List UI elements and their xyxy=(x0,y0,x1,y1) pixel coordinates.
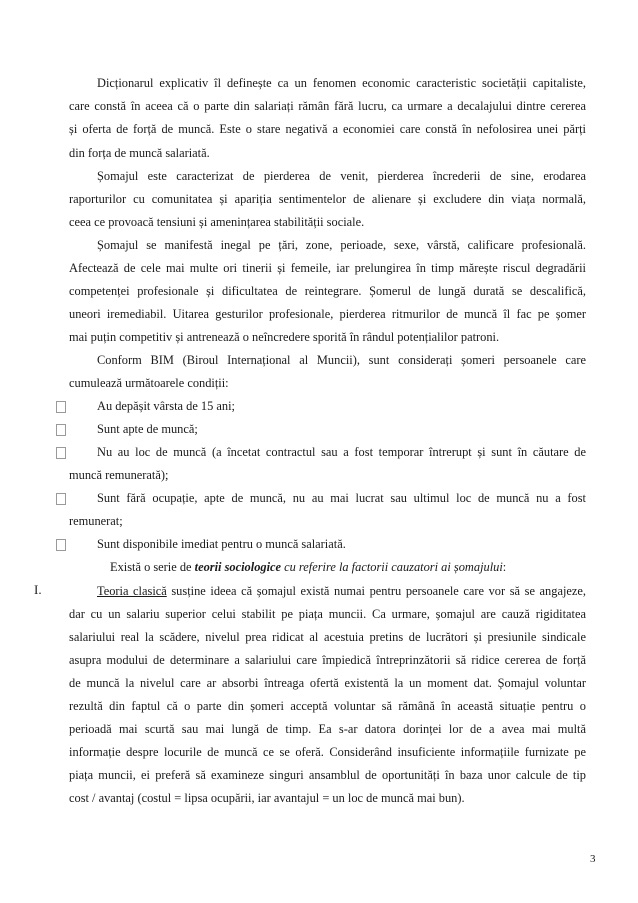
section-1-line-5: de muncă la nivelul care ar absorbi întreaga ofertă existentă la un moment dat. Șomajul voluntar xyxy=(69,676,586,690)
section-1-line-6: rezultă din faptul că o parte din șomeri acceptă voluntar să rămână în această situație pentru o xyxy=(69,699,586,713)
bullet-box-icon xyxy=(56,539,66,551)
bullet-box-icon xyxy=(56,447,66,459)
bullet-5-text: Sunt disponibile imediat pentru o muncă salariată. xyxy=(97,537,346,551)
paragraph-4-line-1: Conform BIM (Biroul Internațional al Muncii), sunt considerați șomeri persoanele care xyxy=(97,353,586,367)
paragraph-3-line-4: uneori iremediabil. Uitarea gesturilor profesionale, pierderea ritmurilor de muncă îl fac pe șomer xyxy=(69,307,586,321)
section-numeral: I. xyxy=(34,582,42,597)
section-1-line-2: dar cu un salariu superior celui stabilit pe piața muncii. Ca urmare, șomajul are cauză rigiditatea xyxy=(69,607,586,621)
paragraph-3-line-3: competenței profesionale și dificultatea de reintegrare. Șomerul de lungă durată se descalifică, xyxy=(69,284,586,298)
intro-prefix: Există o serie de xyxy=(110,560,195,574)
paragraph-1-line-3: și oferta de forță de muncă. Este o stare negativă a economiei care constă în nefolosirea unei părți xyxy=(69,122,586,136)
theories-intro xyxy=(110,560,506,574)
section-1-line-7: perioadă mai scurtă sau mai lungă de timp. Ea s-ar datora dorinței lor de a avea mai multă xyxy=(69,722,586,736)
intro-suffix: : xyxy=(502,560,507,574)
bullet-4-line-2: remunerat; xyxy=(69,514,123,528)
theory-title: Teoria clasică xyxy=(97,584,167,598)
paragraph-3-line-5: mai puțin competitiv și antrenează o neîncredere sporită în rândul potențialilor patroni. xyxy=(69,330,500,344)
intro-bold-italic: teorii sociologice xyxy=(194,560,282,574)
paragraph-2-line-3: ceea ce provoacă tensiuni și amenințarea stabilității sociale. xyxy=(69,215,365,229)
section-1-line-3: salariului real la scădere, nivelul prea ridicat al acestuia pretins de lucrători și presiunile sindicale xyxy=(69,630,586,644)
page-number: 3 xyxy=(590,853,596,865)
section-1-line-1 xyxy=(97,584,586,598)
section-1-line-8: informație despre locurile de muncă ce se oferă. Considerând insuficiente informațiile furnizate pe xyxy=(69,745,586,759)
section-1-line-1-rest: susține ideea că șomajul există numai pentru persoanele care vor să se angajeze, xyxy=(166,584,586,598)
paragraph-4-line-2: cumulează următoarele condiții: xyxy=(69,376,229,390)
bullet-box-icon xyxy=(56,493,66,505)
section-1-line-10: cost / avantaj (costul = lipsa ocupării, iar avantajul = un loc de muncă mai bun). xyxy=(69,791,465,805)
paragraph-3-line-2: Afectează de cele mai multe ori tinerii și femeile, iar prelungirea în timp mărește riscul degradării xyxy=(69,261,586,275)
section-1-line-4: asupra modului de determinare a salariului care împiedică întreprinzătorii să ridice cererea de forță xyxy=(69,653,586,667)
paragraph-1-line-1: Dicționarul explicativ îl definește ca un fenomen economic caracteristic societății capitaliste, xyxy=(97,76,586,90)
paragraph-2-line-1: Șomajul este caracterizat de pierderea de venit, pierderea încrederii de sine, erodarea xyxy=(97,169,586,183)
paragraph-1-line-2: care constă în aceea că o parte din salariați rămân fără lucru, ca urmare a decalajului dintre cererea xyxy=(69,99,586,113)
bullet-box-icon xyxy=(56,424,66,436)
bullet-4-line-1: Sunt fără ocupație, apte de muncă, nu au mai lucrat sau ultimul loc de muncă nu a fost xyxy=(97,491,586,505)
paragraph-1-line-4: din forța de muncă salariată. xyxy=(69,146,210,160)
bullet-1-text: Au depășit vârsta de 15 ani; xyxy=(97,399,235,413)
intro-italic: cu referire la factorii cauzatori ai șomajului xyxy=(281,560,503,574)
section-1-line-9: piața muncii, ei preferă să examineze singuri ansamblul de oportunități în baza unor calcule de tip xyxy=(69,768,586,782)
paragraph-3-line-1: Șomajul se manifestă inegal pe țări, zone, perioade, sexe, vârstă, calificare profesională. xyxy=(97,238,586,252)
bullet-2-text: Sunt apte de muncă; xyxy=(97,422,198,436)
paragraph-2-line-2: raporturilor cu comunitatea și apariția sentimentelor de alienare și excludere din viața normală, xyxy=(69,192,586,206)
bullet-box-icon xyxy=(56,401,66,413)
bullet-3-line-2: muncă remunerată); xyxy=(69,468,169,482)
bullet-3-line-1: Nu au loc de muncă (a încetat contractul sau a fost temporar întrerupt și sunt în căutare de xyxy=(97,445,586,459)
